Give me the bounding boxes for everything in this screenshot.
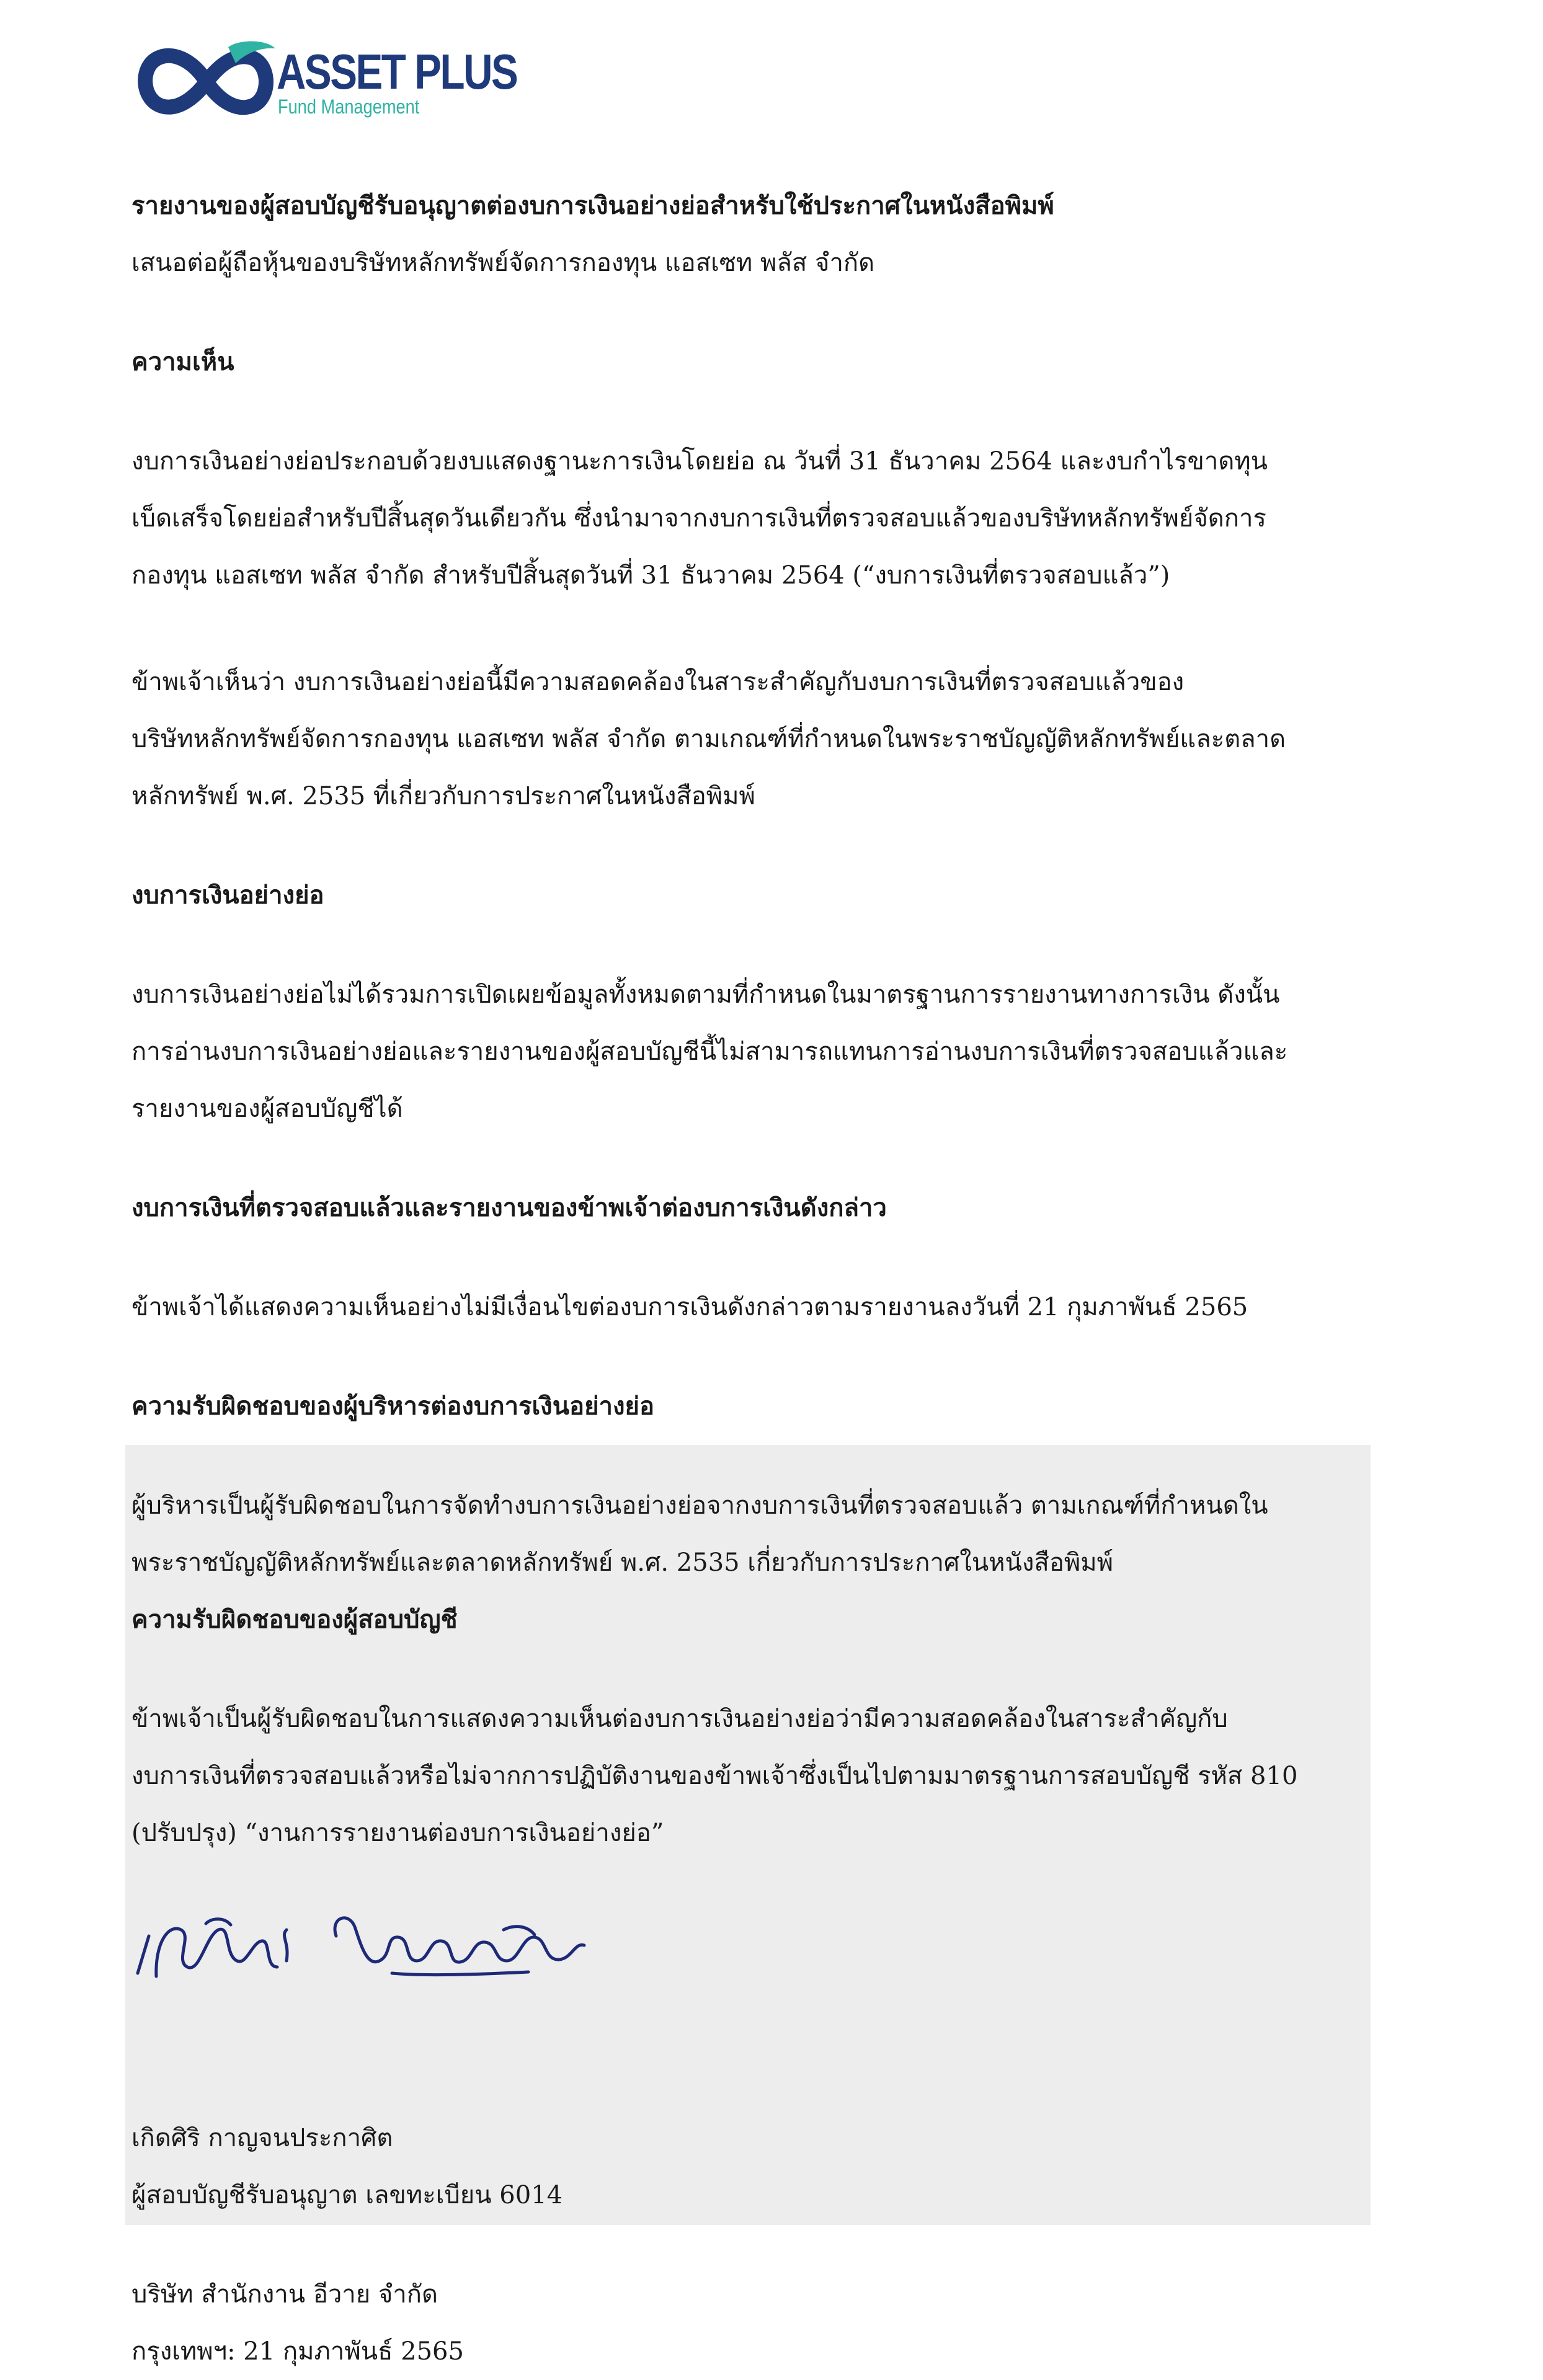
paragraph-line: ผู้บริหารเป็นผู้รับผิดชอบในการจัดทำงบการเงินอย่างย่อจากงบการเงินที่ตรวจสอบแล้ว ตามเกณฑ์ที่กำหนดใน — [131, 1491, 1268, 1520]
audit-firm: บริษัท สำนักงาน อีวาย จำกัด — [131, 2280, 438, 2309]
paragraph-line: (ปรับปรุง) “งานการรายงานต่องบการเงินอย่างย่อ” — [131, 1819, 664, 1847]
paragraph-line: การอ่านงบการเงินอย่างย่อและรายงานของผู้สอบบัญชีนี้ไม่สามารถแทนการอ่านงบการเงินที่ตรวจสอบแล้วและ — [131, 1037, 1288, 1066]
section-heading-audited-statements: งบการเงินที่ตรวจสอบแล้วและรายงานของข้าพเจ้าต่องบการเงินดังกล่าว — [131, 1193, 887, 1222]
paragraph-line: งบการเงินอย่างย่อประกอบด้วยงบแสดงฐานะการเงินโดยย่อ ณ วันที่ 31 ธันวาคม 2564 และงบกำไรขาดทุน — [131, 447, 1268, 476]
paragraph-line: หลักทรัพย์ พ.ศ. 2535 ที่เกี่ยวกับการประกาศในหนังสือพิมพ์ — [131, 782, 755, 810]
paragraph-line: งบการเงินอย่างย่อไม่ได้รวมการเปิดเผยข้อมูลทั้งหมดตามที่กำหนดในมาตรฐานการรายงานทางการเงิน ดังนั้น — [131, 980, 1280, 1009]
place-date: กรุงเทพฯ: 21 กุมภาพันธ์ 2565 — [131, 2337, 464, 2366]
auditor-signature — [131, 1862, 1372, 2023]
paragraph-line: ข้าพเจ้าเห็นว่า งบการเงินอย่างย่อนี้มีความสอดคล้องในสาระสำคัญกับงบการเงินที่ตรวจสอบแล้วของ — [131, 668, 1185, 696]
logo-subtitle: Fund Management — [278, 95, 420, 118]
paragraph-line: ข้าพเจ้าเป็นผู้รับผิดชอบในการแสดงความเห็นต่องบการเงินอย่างย่อว่ามีความสอดคล้องในสาระสำคัญกับ — [131, 1705, 1228, 1733]
paragraph-line: งบการเงินที่ตรวจสอบแล้วหรือไม่จากการปฏิบัติงานของข้าพเจ้าซึ่งเป็นไปตามมาตรฐานการสอบบัญชี รหัส 810 — [131, 1762, 1298, 1790]
signer-name: เกิดศิริ กาญจนประกาศิต — [131, 2124, 393, 2152]
section-heading-management-responsibility: ความรับผิดชอบของผู้บริหารต่องบการเงินอย่างย่อ — [131, 1392, 654, 1421]
paragraph-line: พระราชบัญญัติหลักทรัพย์และตลาดหลักทรัพย์ พ.ศ. 2535 เกี่ยวกับการประกาศในหนังสือพิมพ์ — [131, 1548, 1113, 1577]
section-heading-opinion: ความเห็น — [131, 347, 234, 376]
company-logo — [135, 38, 517, 125]
paragraph-line: รายงานของผู้สอบบัญชีได้ — [131, 1095, 403, 1123]
paragraph-line: ข้าพเจ้าได้แสดงความเห็นอย่างไม่มีเงื่อนไขต่องบการเงินดังกล่าวตามรายงานลงวันที่ 21 กุมภาพันธ์ 2565 — [131, 1293, 1248, 1321]
logo-title: ASSET PLUS — [277, 44, 517, 99]
infinity-logo-icon — [135, 38, 278, 125]
signer-license: ผู้สอบบัญชีรับอนุญาต เลขทะเบียน 6014 — [131, 2181, 563, 2209]
paragraph-line: กองทุน แอสเซท พลัส จำกัด สำหรับปีสิ้นสุดวันที่ 31 ธันวาคม 2564 (“งบการเงินที่ตรวจสอบแล้ว”) — [131, 561, 1170, 590]
report-title: รายงานของผู้สอบบัญชีรับอนุญาตต่องบการเงินอย่างย่อสำหรับใช้ประกาศในหนังสือพิมพ์ — [131, 191, 1054, 220]
section-heading-condensed-statements: งบการเงินอย่างย่อ — [131, 881, 324, 910]
auditor-report — [131, 177, 1372, 2380]
report-addressee: เสนอต่อผู้ถือหุ้นของบริษัทหลักทรัพย์จัดการกองทุน แอสเซท พลัส จำกัด — [131, 249, 875, 277]
handwritten-signature-icon — [131, 1868, 603, 2010]
paragraph-line: เบ็ดเสร็จโดยย่อสำหรับปีสิ้นสุดวันเดียวกัน ซึ่งนำมาจากงบการเงินที่ตรวจสอบแล้วของบริษัทหลักทรัพย์จัดการ — [131, 504, 1266, 533]
paragraph-line: บริษัทหลักทรัพย์จัดการกองทุน แอสเซท พลัส จำกัด ตามเกณฑ์ที่กำหนดในพระราชบัญญัติหลักทรัพย์และตลาด — [131, 725, 1286, 753]
section-heading-auditor-responsibility: ความรับผิดชอบของผู้สอบบัญชี — [131, 1605, 458, 1634]
